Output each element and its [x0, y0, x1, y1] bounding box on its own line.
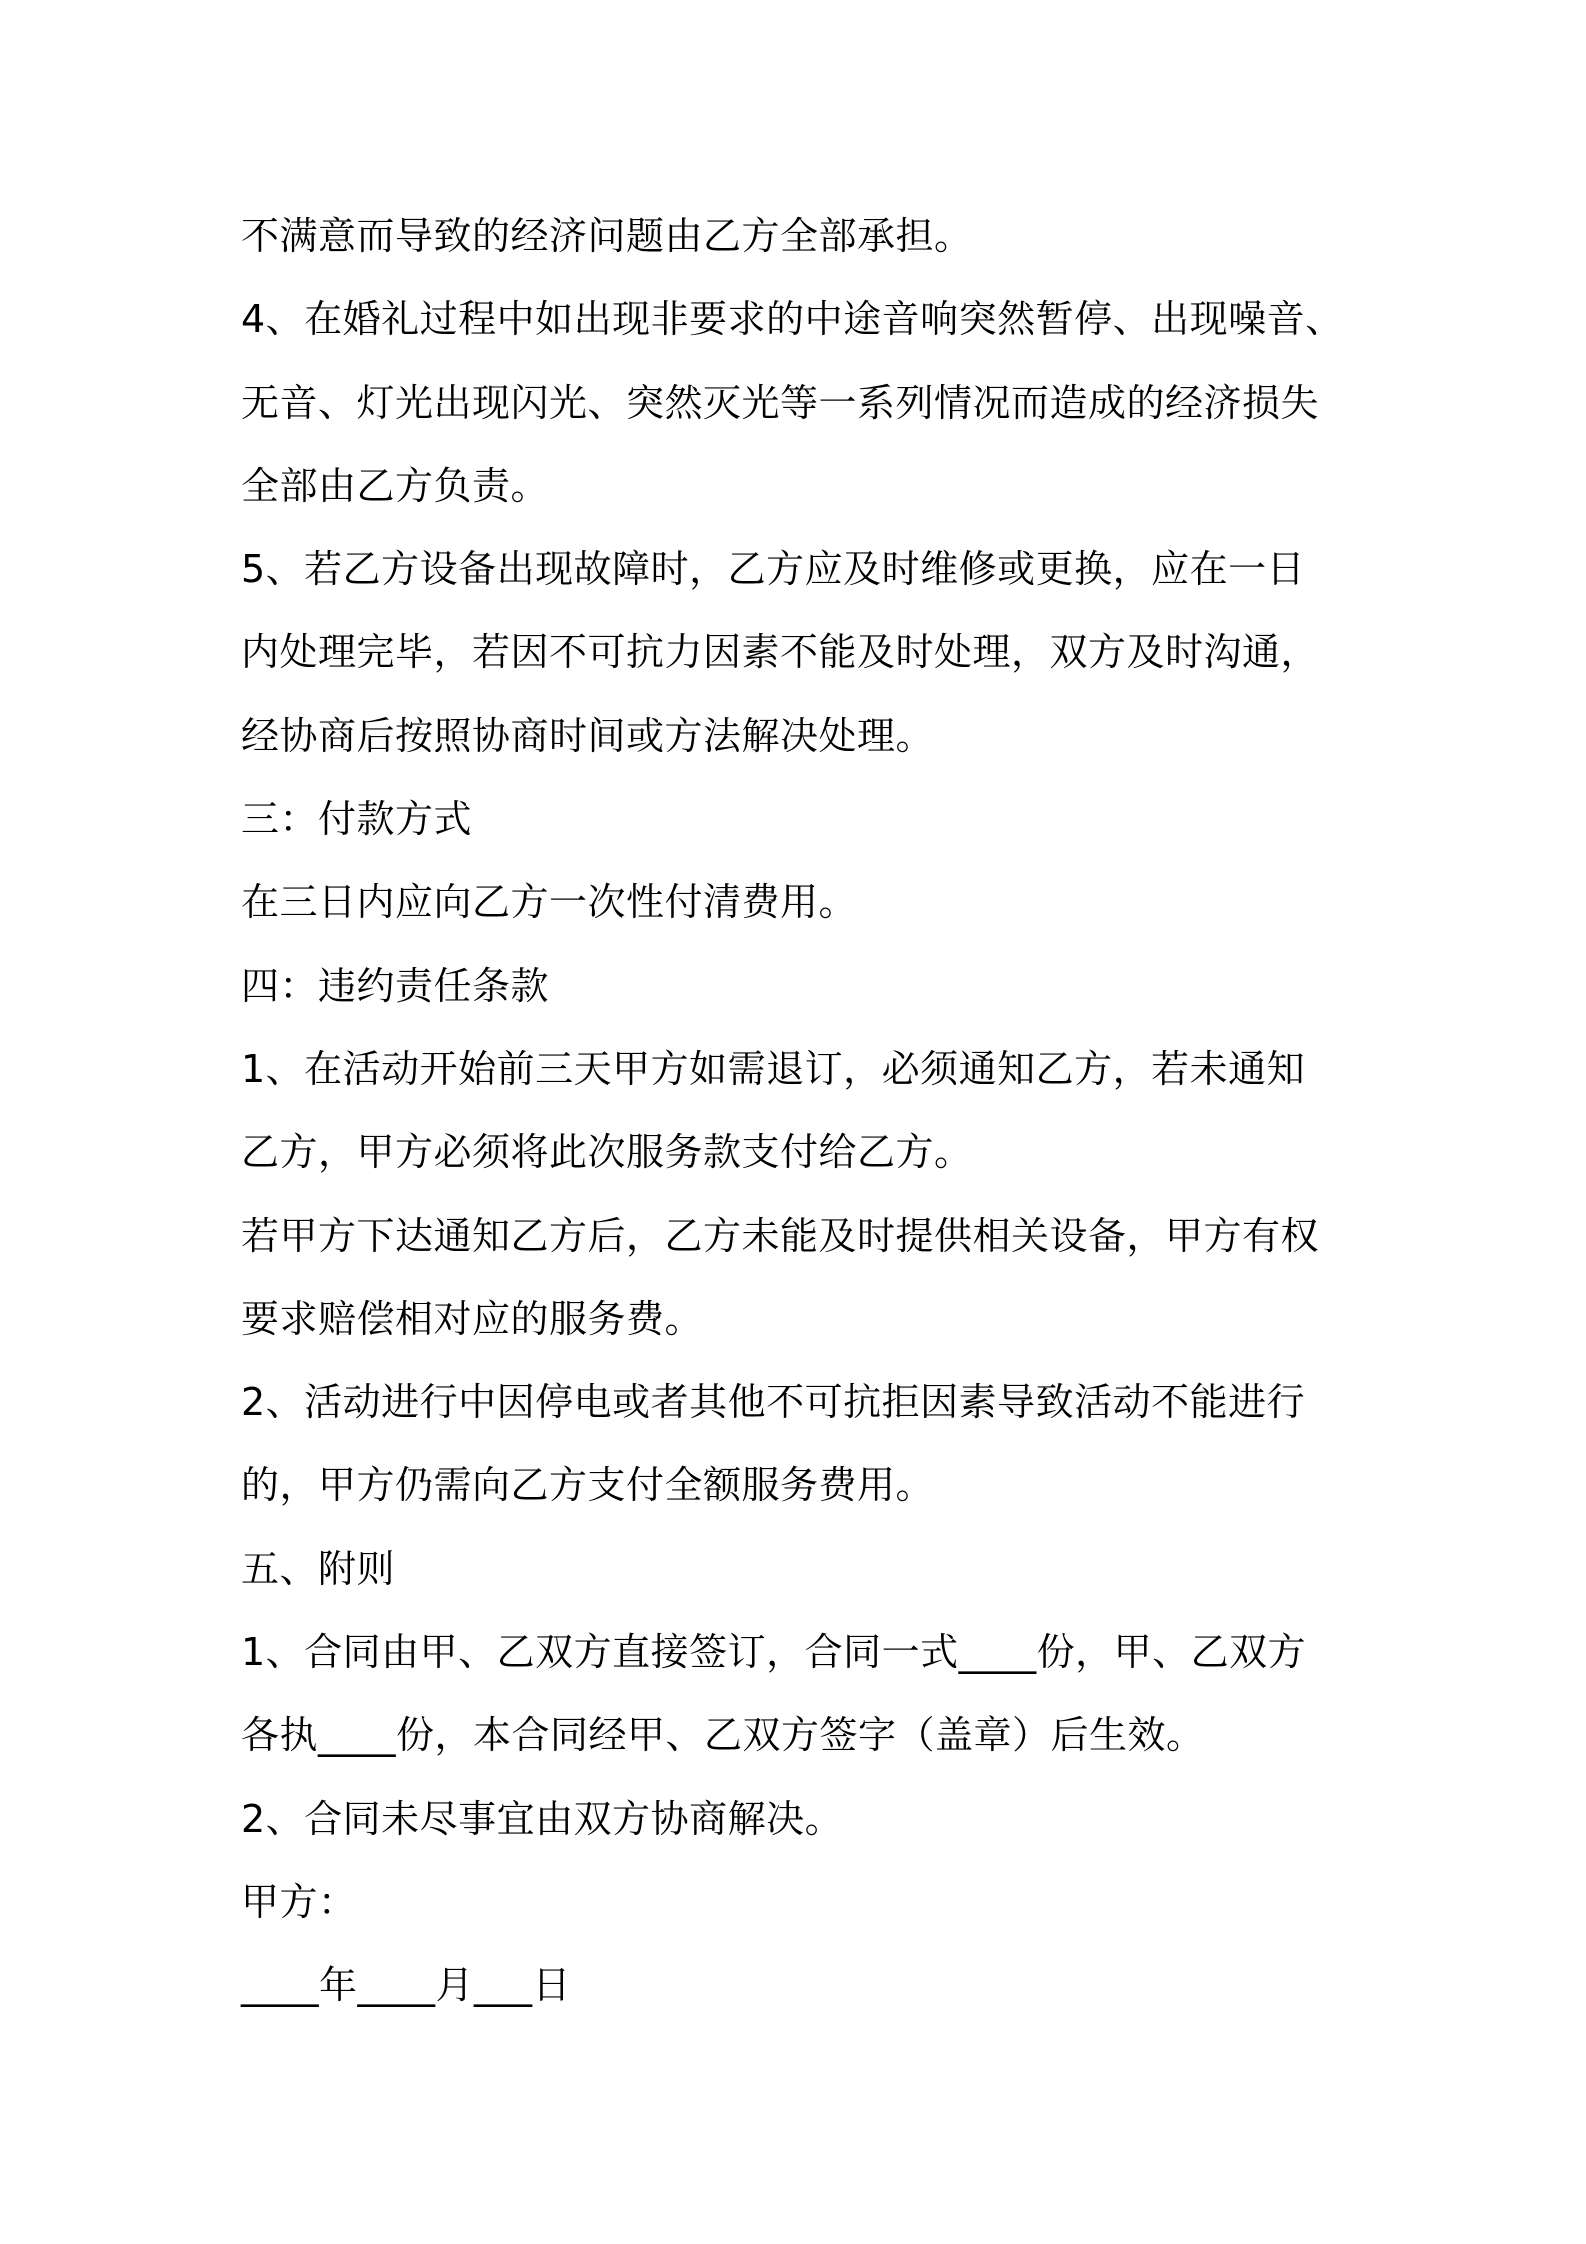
section-heading-payment: 三：付款方式 [241, 797, 473, 842]
text-line: 的，甲方仍需向乙方支付全额服务费用。 [241, 1463, 935, 1508]
document-body [241, 195, 1371, 2028]
text-line: 经协商后按照协商时间或方法解决处理。 [241, 713, 935, 758]
text-line: 各执____份，本合同经甲、乙双方签字（盖章）后生效。 [241, 1713, 1205, 1758]
appendix-clause-2-line: 2、合同未尽事宜由双方协商解决。 [241, 1796, 844, 1841]
text-line: 在三日内应向乙方一次性付清费用。 [241, 880, 858, 925]
text-line: 乙方，甲方必须将此次服务款支付给乙方。 [241, 1130, 973, 1175]
liability-clause-1-line: 1、在活动开始前三天甲方如需退订，必须通知乙方，若未通知 [241, 1046, 1306, 1091]
date-line: ____年____月___日 [241, 1963, 572, 2008]
text-line: 无音、灯光出现闪光、突然灭光等一系列情况而造成的经济损失 [241, 380, 1320, 425]
party-a-signature-label: 甲方： [241, 1879, 357, 1924]
clause-5-line: 5、若乙方设备出现故障时，乙方应及时维修或更换，应在一日 [241, 547, 1306, 592]
text-line: 内处理完毕，若因不可抗力因素不能及时处理，双方及时沟通， [241, 630, 1320, 675]
text-line: 要求赔偿相对应的服务费。 [241, 1296, 704, 1341]
section-heading-appendix: 五、附则 [241, 1546, 396, 1591]
text-line: 若甲方下达通知乙方后，乙方未能及时提供相关设备，甲方有权 [241, 1213, 1320, 1258]
section-heading-liability: 四：违约责任条款 [241, 963, 550, 1008]
liability-clause-2-line: 2、活动进行中因停电或者其他不可抗拒因素导致活动不能进行 [241, 1380, 1306, 1425]
appendix-clause-1-line: 1、合同由甲、乙双方直接签订，合同一式____份，甲、乙双方 [241, 1630, 1307, 1675]
clause-4-line: 4、在婚礼过程中如出现非要求的中途音响突然暂停、出现噪音、 [241, 297, 1344, 342]
text-line: 不满意而导致的经济问题由乙方全部承担。 [241, 214, 973, 258]
text-line: 全部由乙方负责。 [241, 463, 550, 508]
